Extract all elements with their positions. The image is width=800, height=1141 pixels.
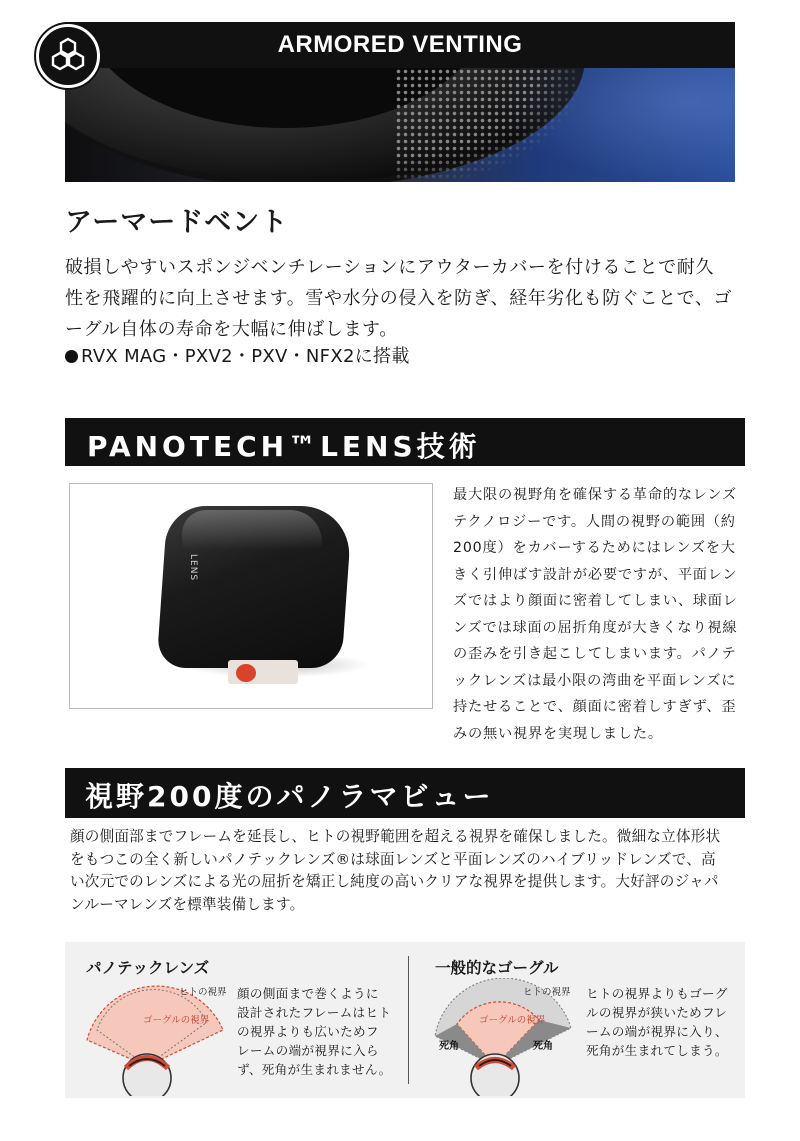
text-line: 最大限の視野角を確保する革命的なレンズ [453,487,737,503]
brand-tag-icon [236,664,256,682]
text-line: ームの端が視界に入り、 [586,1024,728,1039]
text-line: きく引伸ばす設計が必要ですが、平面レン [453,566,738,583]
text-line: ルの視界が狭いためフレ [586,1005,728,1020]
panotech-view-diagram [83,978,233,1096]
standard-goggle-compare-title: 一般的なゴーグル [435,959,559,977]
armored-vent-photo [65,68,735,182]
text-line: テクノロジーです。人間の視野の範囲（約 [453,513,736,530]
text-line: 持たせることで、顔面に密着しすぎず、歪 [453,699,737,715]
text-line: の視界よりも広いためフ [237,1024,379,1039]
text-line: ンルーマレンズを標準装備します。 [70,895,305,913]
text-line: い次元でのレンズによる光の屈折を矯正し純度の高いクリアな視界を提供します。大好評のジャパ [70,873,719,890]
hexagon-logo-icon [36,24,100,88]
text-line: 顔の側面まで巻くように [237,986,379,1001]
armored-vent-description [65,252,745,345]
standard-goggle-view-diagram [431,978,581,1096]
text-line: ヒトの視界よりもゴーグ [586,986,728,1001]
panorama-view-banner-title: 視野200度のパノラマビュー [85,780,494,813]
lens-print: LENS [188,554,198,582]
text-line: ンズでは球面の屈折角度が大きくなり視線 [453,619,738,636]
text-line: をもつこの全く新しいパノテックレンズ®は球面レンズと平面レンズのハイブリッドレンズで、高 [70,850,716,868]
armored-vent-heading: アーマードベント [65,207,289,238]
panotech-description [453,482,749,747]
models-text: RVX MAG・PXV2・PXV・NFX2に搭載 [81,346,410,367]
goggle-view-label: ゴーグルの視界 [479,1015,546,1026]
text-line: の歪みを引き起こしてしまいます。パノテ [453,646,737,662]
field-of-view-comparison [65,942,745,1098]
text-line: 顔の側面部までフレームを延長し、ヒトの視野範囲を超える視界を確保しました。微細な立体形状 [70,828,721,845]
text-line: ズではより顔面に密着してしまい、球面レ [453,593,738,609]
blind-spot-label-right: 死角 [533,1041,553,1052]
text-line: みの無い視界を実現しました。 [453,725,663,742]
panorama-view-banner [65,768,745,818]
text-line: 性を飛躍的に向上させます。雪や水分の侵入を防ぎ、経年劣化も防ぐことで、ゴ [65,288,733,309]
standard-goggle-compare-description [586,984,741,1060]
text-line: 死角が生まれてしまう。 [586,1043,728,1058]
text-line: レームの端が視界に入ら [237,1043,379,1058]
text-line: 200度）をカバーするためにはレンズを大 [453,540,736,556]
panotech-compare-description [237,984,405,1079]
text-line: 破損しやすいスポンジベンチレーションにアウターカバーを付けることで耐久 [65,257,714,278]
comparison-divider [408,956,409,1084]
panotech-lens-banner [65,418,745,466]
panotech-lens-photo [69,483,433,709]
armored-venting-banner-title: ARMORED VENTING [277,31,523,58]
goggle-view-label: ゴーグルの視界 [143,1015,210,1026]
text-line: ーグル自体の寿命を大幅に伸ばします。 [65,319,398,340]
compatible-models [65,342,410,368]
bullet-dot-icon [65,350,78,363]
human-view-label: ヒトの視界 [179,987,227,998]
text-line: ックレンズは最小限の湾曲を平面レンズに [453,672,737,689]
panotech-compare-title: パノテックレンズ [86,959,210,977]
text-line: 設計されたフレームはヒト [237,1005,392,1020]
panorama-view-description [70,826,760,916]
panotech-lens-banner-title: PANOTECH™LENS技術 [87,430,481,463]
human-view-label: ヒトの視界 [523,987,571,998]
blind-spot-label-left: 死角 [439,1041,459,1052]
text-line: ず、死角が生まれません。 [237,1062,392,1077]
armored-venting-banner [65,22,735,68]
